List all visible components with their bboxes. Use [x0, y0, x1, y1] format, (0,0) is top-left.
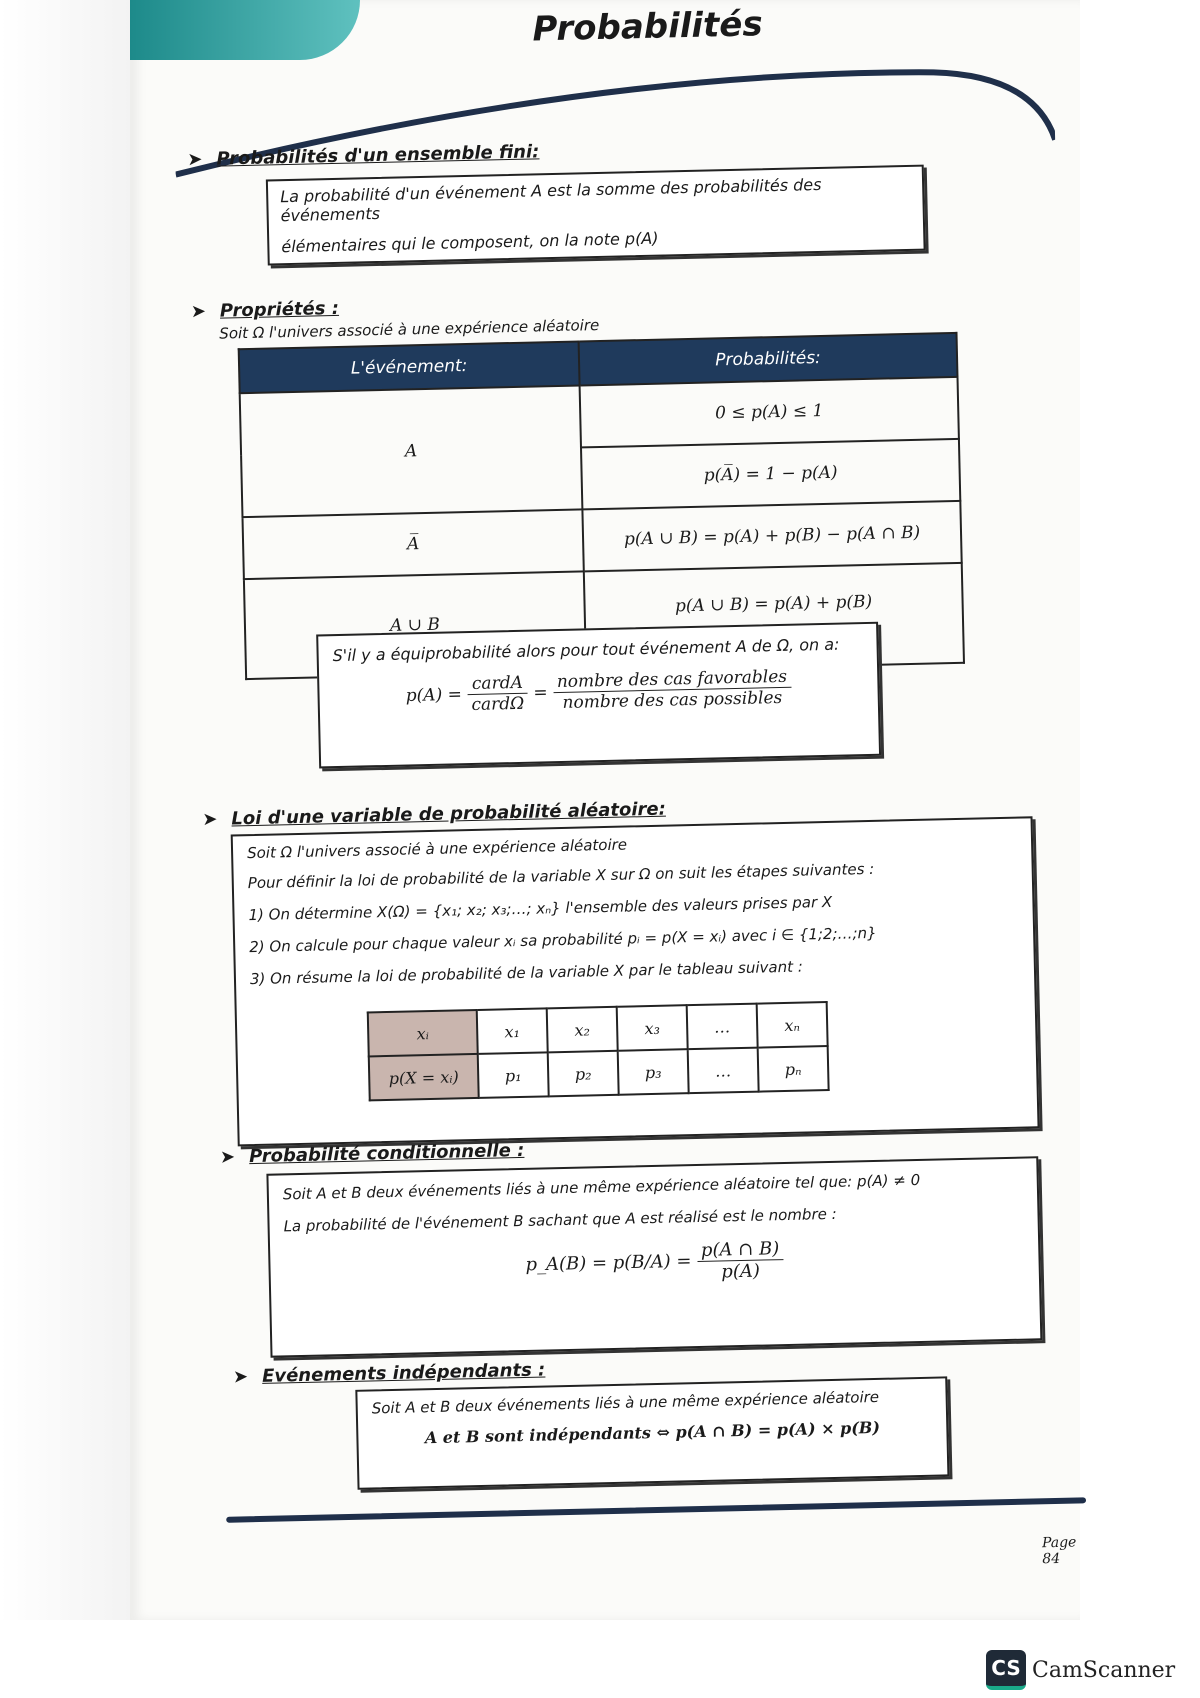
law-cell: xᵢ — [368, 1010, 478, 1056]
corner-decoration — [130, 0, 360, 60]
prob-cell-bounds: 0 ≤ p(A) ≤ 1 — [580, 377, 959, 448]
law-table-probabilities-row — [369, 1046, 829, 1100]
cases-denominator: nombre des cas possibles — [562, 687, 783, 713]
rv-step-2: 2) On calcule pour chaque valeur xᵢ sa probabilité pᵢ = p(X = xᵢ) avec i ∈ {1;2;…;n} — [249, 923, 877, 957]
definition-line-1: La probabilité d'un événement A est la somme des probabilités des événements — [280, 174, 822, 226]
formula-equals: = — [533, 682, 548, 704]
section-heading-conditionnelle: ➤ Probabilité conditionnelle : — [219, 1139, 525, 1168]
camscanner-watermark — [986, 1650, 1175, 1690]
camscanner-logo-icon: CS — [986, 1650, 1026, 1690]
section-heading-independants: ➤ Evénements indépendants : — [232, 1359, 546, 1388]
law-cell: p₂ — [548, 1051, 619, 1097]
card-fraction — [467, 673, 529, 715]
conditional-fraction — [697, 1238, 784, 1283]
column-header-probabilities: Probabilités: — [579, 333, 958, 386]
column-header-event: L'événement: — [239, 341, 580, 393]
card-numerator: cardA — [467, 673, 528, 695]
conditional-box — [266, 1156, 1042, 1357]
event-cell-union: A ∪ B — [244, 571, 586, 679]
equiprobability-formula — [333, 665, 864, 718]
page-number: Page 84 — [1041, 1534, 1077, 1568]
prob-cell-union-general: p(A ∪ B) = p(A) + p(B) − p(A ∩ B) — [582, 501, 961, 572]
law-cell: … — [687, 1004, 758, 1050]
section-heading-ensemble-fini: ➤ Probabilités d'un ensemble fini: — [187, 141, 540, 171]
conditional-line-2: La probabilité de l'événement B sachant que A est réalisé est le nombre : — [283, 1204, 837, 1236]
conditional-line-1: Soit A et B deux événements liés à une même expérience aléatoire tel que: p(A) ≠ 0 — [282, 1170, 921, 1204]
independence-line-1: Soit A et B deux événements liés à une même expérience aléatoire — [371, 1387, 880, 1418]
independence-line-2: A et B sont indépendants ⇔ p(A ∩ B) = p(A) × p(B) — [424, 1417, 881, 1448]
conditional-denominator: p(A) — [721, 1260, 761, 1283]
law-cell: x₁ — [477, 1008, 548, 1054]
rv-line-2: Pour définir la loi de probabilité de la variable X sur Ω on suit les étapes suivantes : — [247, 859, 875, 893]
law-cell: … — [688, 1048, 759, 1094]
conditional-formula — [284, 1233, 1025, 1293]
law-cell: x₂ — [547, 1007, 618, 1053]
arrow-bullet-icon: ➤ — [219, 1146, 236, 1168]
equiprobability-box — [316, 622, 881, 769]
definition-line-2: élémentaires qui le composent, on la note p(A) — [281, 228, 659, 257]
section-heading-proprietes: ➤ Propriétés : — [190, 297, 340, 323]
law-cell: pₙ — [758, 1046, 829, 1092]
cases-numerator: nombre des cas favorables — [553, 667, 792, 693]
page-content — [112, 0, 1099, 1631]
conditional-lhs: p_A(B) = p(B/A) = — [525, 1250, 692, 1276]
card-denominator: cardΩ — [471, 693, 525, 716]
union-incompatible-formula: p(A ∪ B) = p(A) + p(B) — [674, 591, 873, 617]
arrow-bullet-icon: ➤ — [190, 300, 207, 323]
cases-fraction — [553, 667, 792, 713]
document-page — [130, 0, 1080, 1620]
arrow-bullet-icon: ➤ — [202, 808, 218, 831]
prob-cell-complement: p(A̅) = 1 − p(A) — [581, 439, 960, 510]
footer-rule — [226, 1497, 1086, 1523]
page-margin-shadow — [0, 0, 130, 1620]
law-cell: p₁ — [478, 1052, 549, 1098]
arrow-bullet-icon: ➤ — [232, 1366, 249, 1388]
law-cell: x₃ — [617, 1005, 688, 1051]
law-cell: p(X = xᵢ) — [369, 1054, 479, 1100]
rv-line-1: Soit Ω l'univers associé à une expérience aléatoire — [246, 835, 628, 863]
arrow-bullet-icon: ➤ — [187, 148, 203, 171]
page-title: Probabilités — [532, 4, 764, 50]
event-cell-a: A — [240, 385, 583, 517]
camscanner-label: CamScanner — [1032, 1657, 1176, 1683]
equiprobability-line: S'il y a équiprobabilité alors pour tout événement A de Ω, on a: — [332, 634, 840, 666]
section-heading-loi: ➤ Loi d'une variable de probabilité aléatoire: — [202, 798, 667, 831]
independence-box — [355, 1376, 949, 1489]
random-variable-box — [231, 816, 1040, 1146]
law-cell: p₃ — [618, 1049, 689, 1095]
conditional-numerator: p(A ∩ B) — [697, 1238, 784, 1262]
law-cell: xₙ — [757, 1002, 828, 1048]
formula-lhs: p(A) = — [405, 684, 463, 706]
rv-step-1: 1) On détermine X(Ω) = {x₁; x₂; x₃;…; xₙ} l'ensemble des valeurs prises par X — [248, 892, 833, 925]
definition-box — [266, 165, 926, 266]
probability-law-table — [367, 1001, 830, 1101]
event-cell-complement: A̅ — [242, 509, 583, 579]
rv-step-3: 3) On résume la loi de probabilité de la variable X par le tableau suivant : — [249, 957, 804, 989]
properties-intro: Soit Ω l'univers associé à une expérience aléatoire — [219, 316, 600, 343]
